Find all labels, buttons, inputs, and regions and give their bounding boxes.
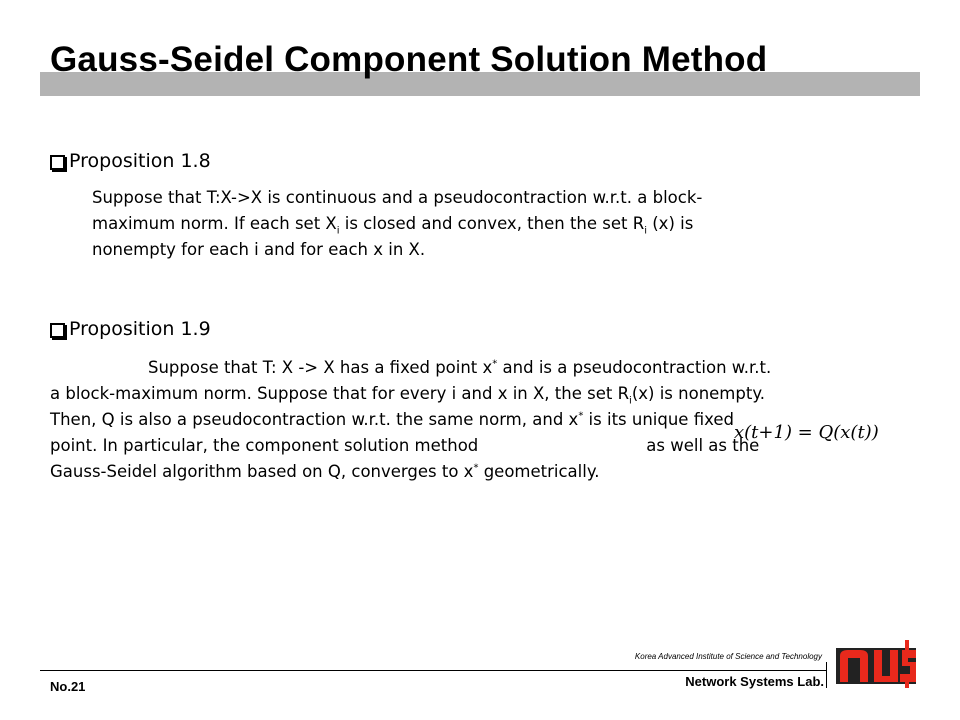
proposition-1-8-label: Proposition 1.8 xyxy=(69,150,211,172)
prop19-line5: Gauss-Seidel algorithm based on Q, converges to x* geometrically. xyxy=(50,462,600,481)
prop18-line1: Suppose that T:X->X is continuous and a pseudocontraction w.r.t. a block- xyxy=(92,188,703,207)
prop19-line4: point. In particular, the component solution method as well as the xyxy=(50,436,760,455)
prop19-line1: Suppose that T: X -> X has a fixed point x* and is a pseudocontraction w.r.t. xyxy=(148,358,772,377)
prop19-line2: a block-maximum norm. Suppose that for every i and x in X, the set $R_i(x)$ is nonempty. xyxy=(50,384,765,407)
slide-title: Gauss-Seidel Component Solution Method xyxy=(50,40,768,79)
checkbox-bullet-icon xyxy=(50,323,65,338)
proposition-1-8-heading xyxy=(50,150,211,172)
checkbox-bullet-icon xyxy=(50,155,65,170)
nss-logo-icon xyxy=(834,636,920,690)
proposition-1-9-heading xyxy=(50,318,211,340)
iteration-formula: x(t+1) = Q(x(t)) xyxy=(734,422,879,443)
footer-vertical-divider xyxy=(826,662,827,688)
proposition-1-9-label: Proposition 1.9 xyxy=(69,318,211,340)
institute-name: Korea Advanced Institute of Science and Technology xyxy=(634,652,822,661)
prop18-line2: maximum norm. If each set $X_i$ is closed and convex, then the set $R_i$ (x) is xyxy=(92,214,694,237)
footer-divider xyxy=(40,670,826,671)
page-number: No.21 xyxy=(50,679,86,694)
lab-name: Network Systems Lab. xyxy=(685,674,824,689)
proposition-1-9-text xyxy=(50,355,771,485)
prop19-line3: Then, Q is also a pseudocontraction w.r.t. the same norm, and x* is its unique fixed xyxy=(50,410,734,429)
prop18-line3: nonempty for each i and for each x in X. xyxy=(92,240,426,259)
proposition-1-8-text xyxy=(92,185,702,263)
